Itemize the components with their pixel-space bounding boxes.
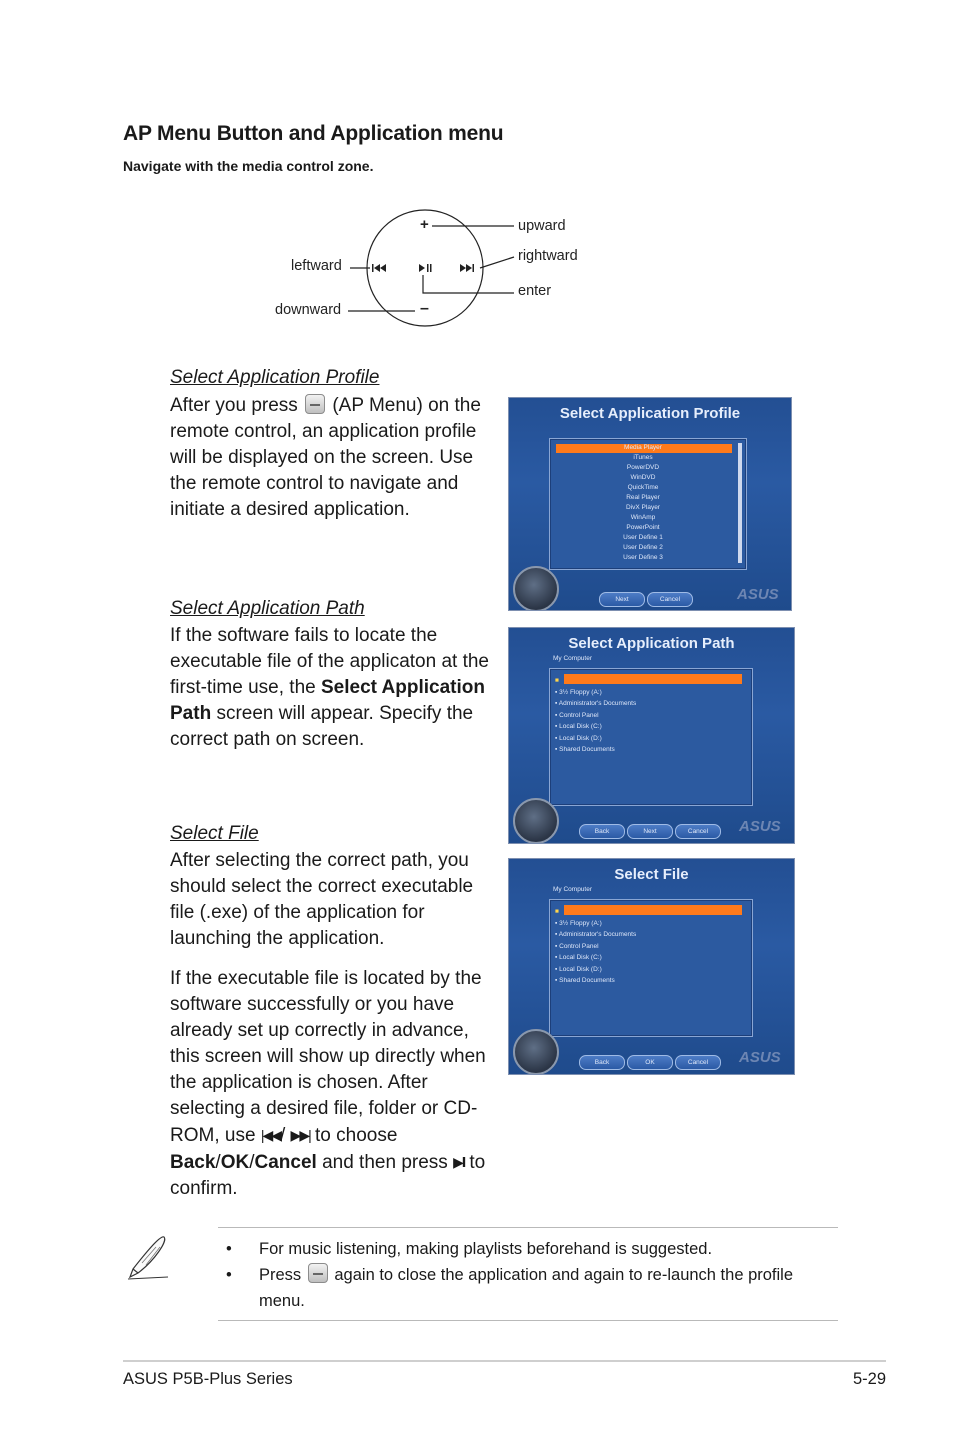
play-pause-icon: ▶ll [453,1154,465,1170]
section-text-profile [170,393,500,523]
list-item: DivX Player [626,504,660,511]
list-item: ▪ Local Disk (C:) [555,723,602,730]
item-label: 3½ Floppy (A:) [559,688,602,696]
paragraph [170,966,500,1202]
footer-divider [123,1360,886,1362]
text-fragment: remote control, an application profile will be displayed on the screen. Use the remote control to navigate and initiate a desired application. [170,421,477,520]
next-button[interactable]: Next [627,824,673,839]
item-label: Control Panel [559,711,599,719]
back-button[interactable]: Back [579,824,625,839]
next-track-icon: ▶▶| [290,1127,310,1143]
list-item: ▪ Shared Documents [555,977,615,984]
asus-logo: ASUS [739,818,781,835]
file-list [555,906,636,987]
label-leftward: leftward [291,258,342,274]
bullet: • [226,1240,232,1258]
bold-term: Cancel [254,1152,317,1173]
list-item: User Define 2 [623,544,663,551]
control-knob-icon [513,1029,559,1075]
list-item: PowerDVD [626,464,660,471]
list-item: ▪ 3½ Floppy (A:) [555,919,602,927]
ap-menu-icon [305,394,325,414]
bullet: • [226,1266,232,1284]
control-knob-icon [513,566,559,611]
list-item: WinAmp [630,514,656,521]
note-item-1: For music listening, making playlists beforehand is suggested. [259,1240,713,1258]
next-track-icon [460,264,474,272]
item-label: Shared Documents [559,746,615,753]
list-item: Media Player [624,444,662,451]
back-button[interactable]: Back [579,1055,625,1070]
section-title-path: Select Application Path [170,598,365,619]
item-label: Control Panel [559,942,599,950]
item-label: Shared Documents [559,977,615,984]
plus-symbol: + [420,216,429,233]
list-item: User Define 3 [623,554,663,561]
list-item: ▪ Administrator's Documents [555,931,637,938]
paragraph: After selecting the correct path, you should select the correct executable file (.exe) of the application for launching the application. [170,850,474,949]
folder-icon: ■ [555,677,559,684]
text-fragment: menu. [259,1292,305,1310]
folder-icon: ■ [555,908,559,915]
list-item: ▪ Control Panel [555,711,599,719]
label-upward: upward [518,218,566,234]
text-fragment: / [249,1152,255,1173]
list-item: ▪ Local Disk (C:) [555,954,602,961]
label-downward: downward [275,302,342,318]
list-item: ▪ Local Disk (D:) [555,965,602,973]
asus-logo: ASUS [737,586,779,603]
text-fragment: If the software fails to locate the executable file of the applicaton at the first-time use, the [170,625,490,698]
bold-term: Select Application Path [170,677,485,724]
list-item: ▪ Administrator's Documents [555,700,637,707]
file-list-panel [549,899,753,1037]
profile-list [550,443,736,563]
item-label: Administrator's Documents [558,931,637,938]
label-rightward: rightward [518,248,578,264]
list-item: User Define 1 [623,534,663,541]
screen-title: Select Application Path [568,635,735,652]
pencil-note-icon [124,1233,172,1281]
section-text-path [170,623,500,753]
path-list-panel [549,668,753,806]
list-item: QuickTime [627,484,659,491]
screen-title: Select File [614,866,689,883]
previous-track-icon: |◀◀ [260,1127,280,1143]
list-item: WinDVD [630,474,656,481]
item-label: Local Disk (C:) [559,723,602,730]
asus-logo: ASUS [739,1049,781,1066]
next-button[interactable]: Next [599,592,645,607]
text-fragment: and then press [322,1152,448,1173]
path-list [555,675,636,756]
item-label: 3½ Floppy (A:) [559,919,602,927]
list-item: ▪ Control Panel [555,942,599,950]
text-fragment: / [279,1125,286,1146]
cancel-button[interactable]: Cancel [675,1055,721,1070]
cancel-button[interactable]: Cancel [675,824,721,839]
profile-list-panel [549,438,747,570]
screenshot-select-application-profile [508,397,792,611]
screenshot-select-file [508,858,795,1075]
page-title: AP Menu Button and Application menu [123,122,504,145]
item-label: Administrator's Documents [558,700,637,707]
text-fragment: screen will appear. Specify the correct path on screen. [170,703,474,750]
item-label: Local Disk (D:) [559,734,602,742]
list-item: ▪ Shared Documents [555,746,615,753]
list-item: ▪ 3½ Floppy (A:) [555,688,602,696]
cancel-button[interactable]: Cancel [647,592,693,607]
breadcrumb: My Computer [553,886,593,893]
item-label: Local Disk (D:) [559,965,602,973]
bold-term: Back [170,1152,216,1173]
list-item: iTunes [633,454,653,461]
item-label: Local Disk (C:) [559,954,602,961]
page-subtitle: Navigate with the media control zone. [123,158,374,174]
footer-product: ASUS P5B-Plus Series [123,1370,293,1388]
screen-title: Select Application Profile [559,405,741,422]
text-fragment: After you press [170,395,298,416]
minus-symbol: – [420,300,429,317]
text-fragment: Press [259,1266,302,1284]
ok-button[interactable]: OK [627,1055,673,1070]
play-pause-icon [419,264,432,272]
section-text-file [170,848,500,1202]
text-fragment: again to close the application and again to re-launch the profile [334,1266,794,1284]
text-fragment: If the executable file is located by the software successfully or you have already set up correctly in advance, this screen will show up directly when the application is chosen. After selecting a desired file, folder or CD-ROM, use [170,968,486,1146]
section-title-profile: Select Application Profile [170,367,380,388]
text-fragment: (AP Menu) on the [332,395,481,416]
scrollbar [738,443,742,563]
text-fragment: / [215,1152,221,1173]
previous-track-icon [372,264,386,272]
section-title-file: Select File [170,823,259,844]
breadcrumb: My Computer [553,655,593,662]
page-number: 5-29 [852,1370,886,1388]
control-knob-icon [513,798,559,844]
screenshot-select-application-path [508,627,795,844]
list-item: Real Player [626,494,660,501]
label-enter: enter [518,283,552,299]
bold-term: OK [220,1152,250,1173]
text-fragment: to confirm. [170,1152,486,1199]
text-fragment: to choose [315,1125,398,1146]
ap-menu-icon [308,1263,328,1283]
list-item: ▪ Local Disk (D:) [555,734,602,742]
list-item: PowerPoint [626,524,660,531]
note-item-2 [259,1262,834,1314]
note-box [218,1227,838,1321]
